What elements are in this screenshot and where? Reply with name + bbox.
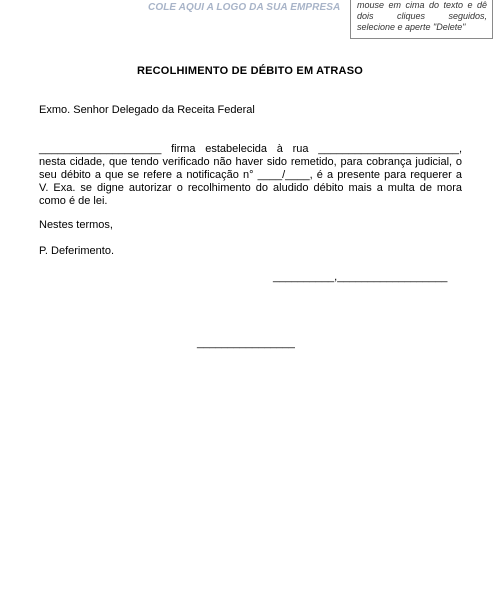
instruction-line: selecione e aperte "Delete" [357,22,466,32]
instruction-line: dois cliques seguidos, [357,11,487,21]
instruction-text [357,0,487,33]
deferimento-text: P. Deferimento. [39,245,115,257]
paragraph-line: V. Exa. se digne autorizar o recolhimento do aludido débito mais a multa de mora [39,182,462,194]
closing-text: Nestes termos, [39,219,113,231]
signature-line: ________________ [197,337,295,349]
place-date-line: __________,__________________ [273,271,448,283]
paragraph-line: como é de lei. [39,195,108,207]
paragraph-line: ____________________ firma estabelecida à rua _______________________, [39,143,462,155]
request-paragraph [39,143,462,208]
logo-placeholder: COLE AQUI A LOGO DA SUA EMPRESA [148,2,341,13]
paragraph-line: seu débito a que se refere a notificação n° ____/____, é a presente para requerer a [39,169,462,181]
addressee: Exmo. Senhor Delegado da Receita Federal [39,104,255,116]
document-title: RECOLHIMENTO DE DÉBITO EM ATRASO [136,65,363,77]
paragraph-line: nesta cidade, que tendo verificado não haver sido remetido, para cobrança judicial, o [39,156,462,168]
instruction-box [350,0,493,39]
instruction-line: mouse em cima do texto e dê [357,0,487,10]
